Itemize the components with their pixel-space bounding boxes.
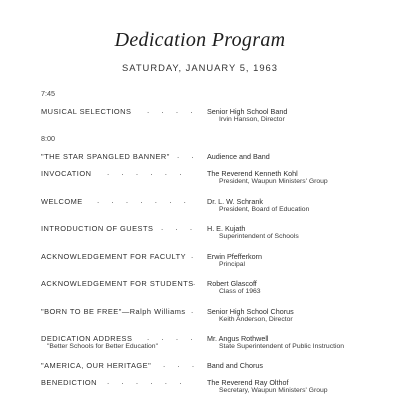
program-item-musical-selections xyxy=(41,107,386,133)
program-item-introduction-of-guests xyxy=(41,224,386,250)
leader-dots: . . . xyxy=(161,223,198,232)
leader-dots: . xyxy=(191,306,199,315)
page-title: Dedication Program xyxy=(114,29,286,51)
leader-dots: . . . . . . xyxy=(107,168,187,177)
item-label: "THE STAR SPANGLED BANNER" xyxy=(41,152,170,161)
item-performer: Senior High School Band xyxy=(207,107,288,116)
item-performer: Band and Chorus xyxy=(207,361,263,370)
leader-dots: . . . xyxy=(163,360,200,369)
item-performer: Erwin Pfefferkorn xyxy=(207,252,262,261)
item-label: DEDICATION ADDRESS xyxy=(41,334,133,343)
item-performer-sub: Irvin Hanson, Director xyxy=(219,116,285,123)
event-date: SATURDAY, JANUARY 5, 1963 xyxy=(122,62,278,73)
program-item-dedication-address xyxy=(41,334,386,360)
item-performer-sub: Superintendent of Schools xyxy=(219,233,299,240)
item-label: BENEDICTION xyxy=(41,378,98,387)
item-performer-sub: Keith Anderson, Director xyxy=(219,316,293,323)
program-item-invocation xyxy=(41,169,386,195)
program-item-acknowledgement-students xyxy=(41,279,386,305)
item-label: "BORN TO BE FREE"—Ralph Williams xyxy=(41,307,186,316)
item-performer-sub: Principal xyxy=(219,261,246,268)
item-label: "AMERICA, OUR HERITAGE" xyxy=(41,361,152,370)
leader-dots: . . . . . . xyxy=(107,377,187,386)
item-label: ACKNOWLEDGEMENT FOR STUDENTS xyxy=(41,279,194,288)
item-performer-sub: State Superintendent of Public Instruction xyxy=(219,343,345,350)
item-performer: The Reverend Ray Olthof xyxy=(207,378,289,387)
item-label: WELCOME xyxy=(41,197,83,206)
leader-dots: . . . . xyxy=(147,106,198,115)
item-performer-sub: Secretary, Waupun Ministers' Group xyxy=(219,387,328,394)
item-label-sub: "Better Schools for Better Education" xyxy=(47,343,158,350)
program-item-acknowledgement-faculty xyxy=(41,252,386,278)
leader-dots: . . . . xyxy=(147,333,198,342)
item-performer-sub: President, Waupun Ministers' Group xyxy=(219,178,328,185)
program-item-benediction xyxy=(41,378,386,404)
item-performer: Senior High School Chorus xyxy=(207,307,294,316)
item-performer-sub: President, Board of Education xyxy=(219,206,310,213)
item-performer-sub: Class of 1963 xyxy=(219,288,261,295)
item-performer: Audience and Band xyxy=(207,152,270,161)
leader-dots: . xyxy=(191,251,199,260)
item-performer: Dr. L. W. Schrank xyxy=(207,197,263,206)
time-second: 8:00 xyxy=(41,134,55,143)
item-label: INVOCATION xyxy=(41,169,92,178)
item-label: MUSICAL SELECTIONS xyxy=(41,107,132,116)
program-item-born-to-be-free xyxy=(41,307,386,333)
item-performer: H. E. Kujath xyxy=(207,224,246,233)
leader-dots: . xyxy=(193,278,201,287)
item-label: INTRODUCTION OF GUESTS xyxy=(41,224,154,233)
item-performer: Mr. Angus Rothwell xyxy=(207,334,269,343)
item-label: ACKNOWLEDGEMENT FOR FACULTY xyxy=(41,252,187,261)
leader-dots: . . xyxy=(177,151,199,160)
program-item-welcome xyxy=(41,197,386,223)
time-first: 7:45 xyxy=(41,89,55,98)
item-performer: The Reverend Kenneth Kohl xyxy=(207,169,298,178)
item-performer: Robert Glascoff xyxy=(207,279,257,288)
leader-dots: . . . . . . . xyxy=(97,196,191,205)
